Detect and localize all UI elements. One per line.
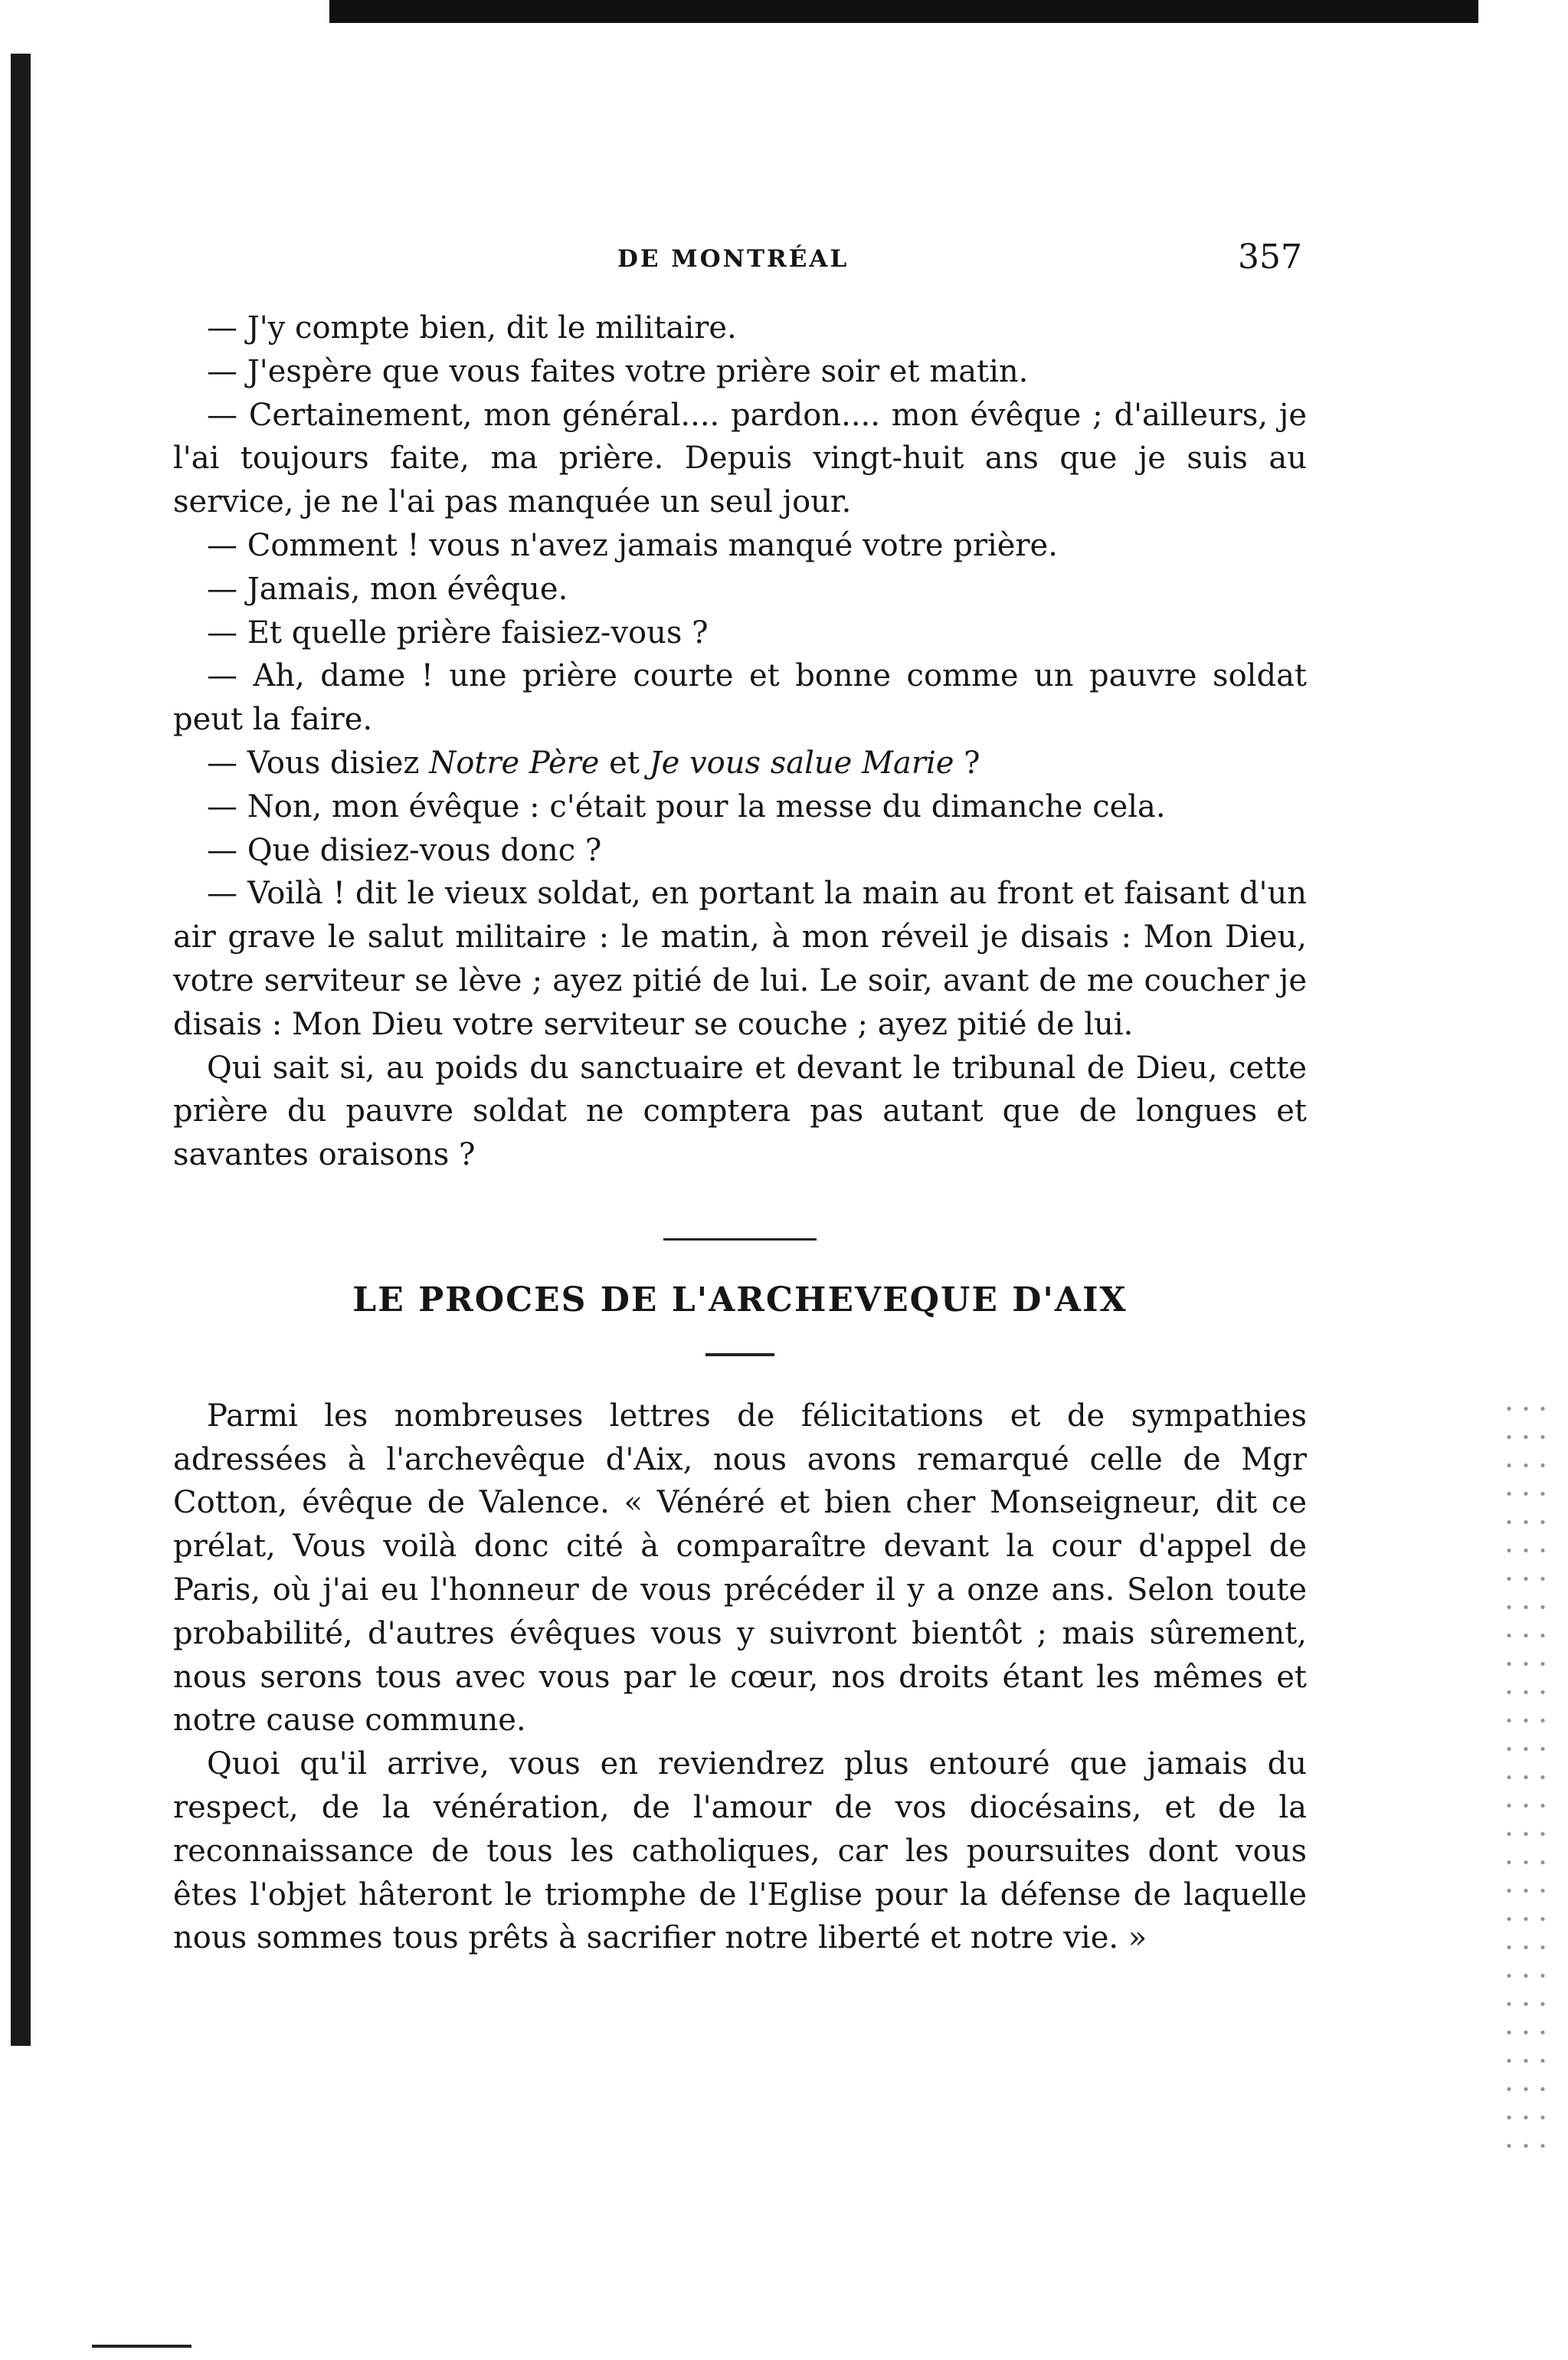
dialogue-line: — Et quelle prière faisiez-vous ? <box>207 615 709 651</box>
dialogue-text: ? <box>954 745 980 781</box>
dialogue-text: et <box>599 745 650 781</box>
title-rule <box>705 1353 774 1356</box>
dialogue-line: — J'espère que vous faites votre prière soir et matin. <box>207 353 1029 389</box>
dialogue-line: — Comment ! vous n'avez jamais manqué votre prière. <box>207 527 1058 563</box>
dialogue-line-prayers <box>173 742 1307 785</box>
dialogue-line: — Ah, dame ! une prière courte et bonne comme un pauvre soldat peut la faire. <box>173 658 1307 738</box>
dialogue-line: — Que disiez-vous donc ? <box>207 832 602 868</box>
closing-paragraph: Qui sait si, au poids du sanctuaire et devant le tribunal de Dieu, cette prière du pauvre soldat ne comptera pas autant que de longues et savantes oraisons ? <box>173 1050 1307 1173</box>
prayer-title-ave: Je vous salue Marie <box>649 745 954 781</box>
prayer-title-pater: Notre Père <box>429 745 600 781</box>
top-scan-rule <box>329 0 1478 23</box>
page-body <box>173 306 1307 1960</box>
dialogue-line: — Jamais, mon évêque. <box>207 571 568 607</box>
bottom-scan-rule <box>92 2345 191 2348</box>
page-header <box>176 230 1325 291</box>
section-title: LE PROCES DE L'ARCHEVEQUE D'AIX <box>352 1280 1128 1319</box>
left-scan-edge <box>11 54 31 2046</box>
gutter-specks <box>1501 1395 1554 2161</box>
dialogue-line: — Certainement, mon général.... pardon.... mon évêque ; d'ailleurs, je l'ai toujours faite, ma prière. Depuis vingt-huit ans que je suis au service, je ne l'ai pas manquée un seul jour. <box>173 397 1307 520</box>
dialogue-line: — J'y compte bien, dit le militaire. <box>207 310 737 346</box>
page-number: 357 <box>1238 238 1302 277</box>
section-body <box>173 1395 1307 1960</box>
dialogue-text: — Vous disiez <box>207 745 430 781</box>
section-paragraph: Parmi les nombreuses lettres de félicitations et de sympathies adressées à l'archevêque d'Aix, nous avons remarqué celle de Mgr Cotton, évêque de Valence. « Vénéré et bien cher Monseigneur, dit ce prélat, Vous voilà donc cité à comparaître devant la cour d'appel de Paris, où j'ai eu l'honneur de vous précéder il y a onze ans. Selon toute probabilité, d'autres évêques vous y suivront bientôt ; mais sûrement, nous serons tous avec vous par le cœur, nos droits étant les mêmes et notre cause commune. <box>173 1398 1307 1739</box>
dialogue-line: — Voilà ! dit le vieux soldat, en portant la main au front et faisant d'un air grave le salut militaire : le matin, à mon réveil je disais : Mon Dieu, votre serviteur se lève ; ayez pitié de lui. Le soir, avant de me coucher je disais : Mon Dieu votre serviteur se couche ; ayez pitié de lui. <box>173 876 1307 1042</box>
section-divider <box>663 1238 817 1241</box>
running-title: DE MONTRÉAL <box>617 245 849 273</box>
section-paragraph: Quoi qu'il arrive, vous en reviendrez plus entouré que jamais du respect, de la vénération, de l'amour de vos diocésains, et de la reconnaissance de tous les catholiques, car les poursuites dont vous êtes l'objet hâteront le triomphe de l'Eglise pour la défense de laquelle nous sommes tous prêts à sacrifier notre liberté et notre vie. » <box>173 1746 1307 1956</box>
dialogue-line: — Non, mon évêque : c'était pour la messe du dimanche cela. <box>207 788 1166 824</box>
